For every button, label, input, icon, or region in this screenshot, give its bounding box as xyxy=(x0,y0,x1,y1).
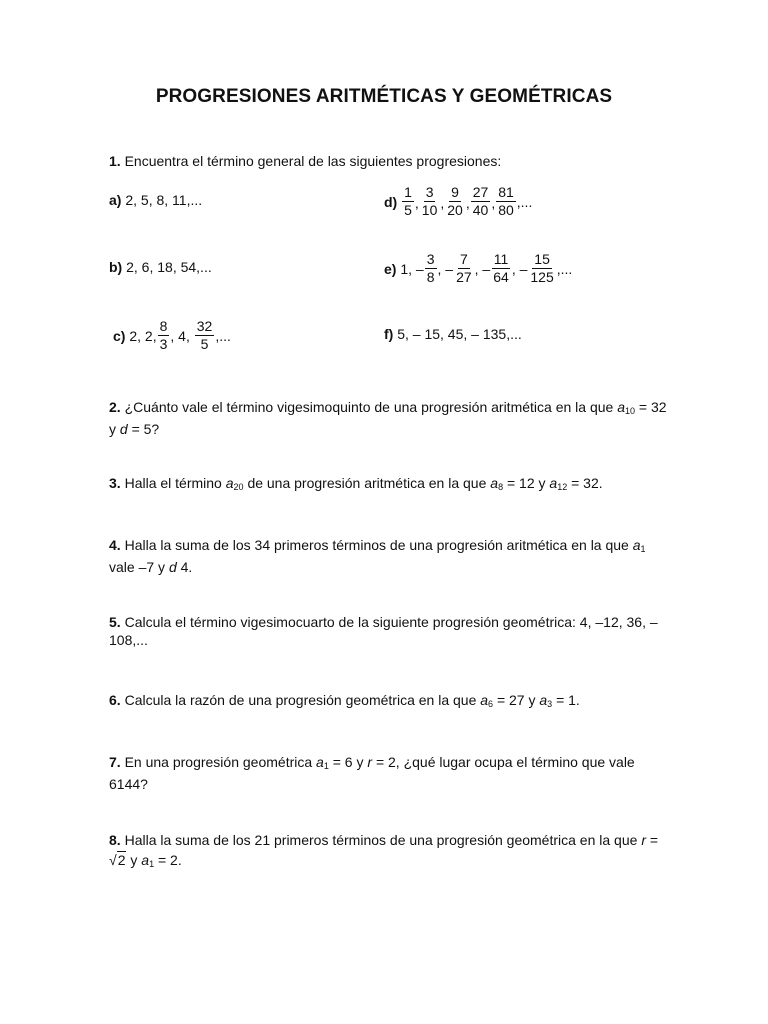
fraction: $\frac{1}{5}$ xyxy=(404,184,412,218)
question-4: 4. Halla la suma de los 34 primeros términos de una progresión aritmética en la que $a_1$ vale –7 y d 4. xyxy=(109,537,646,575)
item-label: a) xyxy=(109,192,122,208)
item-c: c) 2, 2, $\frac{8}{3}$ , 4, $\frac{32}{5}$ ,... xyxy=(113,318,231,352)
fraction: $\frac{27}{40}$ xyxy=(472,184,489,218)
item-d: d) $\frac{1}{5}$ , $\frac{3}{10}$ , $\frac{9}{20}$ , $\frac{27}{40}$ , $\frac{81}{80}$ ,... xyxy=(384,184,533,218)
item-label: c) xyxy=(113,327,126,344)
question-number: 5. xyxy=(109,614,121,630)
item-sequence: 5, – 15, 45, – 135,... xyxy=(397,326,522,342)
item-label: d) xyxy=(384,193,398,210)
question-3: 3. Halla el término $a_{20}$ de una progresión aritmética en la que $a_8 = 12$ y $a_{12} = 32$. xyxy=(109,475,603,492)
item-label: f) xyxy=(384,326,394,342)
fraction: $\frac{7}{27}$ xyxy=(456,251,472,285)
item-b xyxy=(109,259,212,275)
fraction: $\frac{8}{3}$ xyxy=(159,318,168,352)
question-6: 6. Calcula la razón de una progresión geométrica en la que $a_6 = 27$ y $a_3 = 1$. xyxy=(109,692,580,709)
question-number: 4. xyxy=(109,537,121,553)
question-8: 8. Halla la suma de los 21 primeros términos de una progresión geométrica en la que r = √2 y $a_1 = 2$. xyxy=(109,832,659,869)
square-root: √2 xyxy=(109,852,126,868)
question-1 xyxy=(109,152,669,170)
item-e: e) 1, – $\frac{3}{8}$ , – $\frac{7}{27}$ , – $\frac{11}{64}$ , – $\frac{15}{125}$ ,... xyxy=(384,251,573,285)
question-number: 1. xyxy=(109,153,121,169)
question-number: 6. xyxy=(109,692,121,708)
fraction: $\frac{3}{10}$ xyxy=(421,184,438,218)
question-number: 7. xyxy=(109,754,121,770)
item-sequence: 2, 5, 8, 11,... xyxy=(125,192,203,208)
fraction: $\frac{11}{64}$ xyxy=(493,251,509,285)
question-5: 5. Calcula el término vigesimocuarto de la siguiente progresión geométrica: 4, –12, 36, –108,... xyxy=(109,614,658,648)
question-number: 2. xyxy=(109,399,121,415)
item-sequence: 2, 6, 18, 54,... xyxy=(126,259,212,275)
question-number: 3. xyxy=(109,475,121,491)
question-2: 2. ¿Cuánto vale el término vigesimoquinto de una progresión aritmética en la que $a_{10} = 32$ y d = 5? xyxy=(109,399,667,437)
item-label: e) xyxy=(384,260,397,277)
fraction: $\frac{9}{20}$ xyxy=(447,184,463,218)
fraction: $\frac{15}{125}$ xyxy=(530,251,554,285)
item-a xyxy=(109,192,202,208)
item-f xyxy=(384,326,522,342)
fraction: $\frac{81}{80}$ xyxy=(498,184,514,218)
item-label: b) xyxy=(109,259,123,275)
page-title: PROGRESIONES ARITMÉTICAS Y GEOMÉTRICAS xyxy=(155,86,613,107)
fraction: $\frac{3}{8}$ xyxy=(426,251,435,285)
question-7: 7. En una progresión geométrica $a_1 = 6$ y r = 2, ¿qué lugar ocupa el término que vale 6144? xyxy=(109,754,635,792)
fraction: $\frac{32}{5}$ xyxy=(196,318,213,352)
question-number: 8. xyxy=(109,832,121,848)
question-text: Encuentra el término general de las siguientes progresiones: xyxy=(124,153,502,169)
